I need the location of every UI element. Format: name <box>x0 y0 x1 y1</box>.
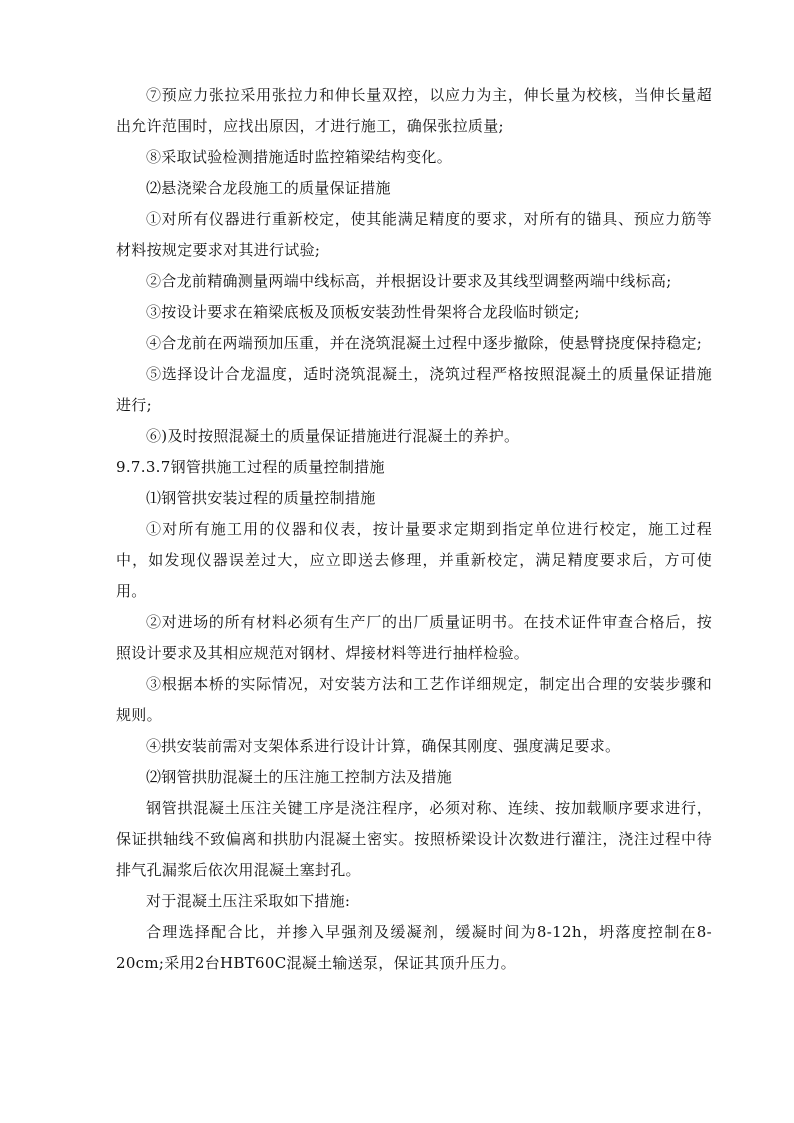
subheading-closure-segment: ⑵悬浇梁合龙段施工的质量保证措施 <box>146 179 391 197</box>
paragraph-closure-1: ①对所有仪器进行重新校定，使其能满足精度的要求，对所有的锚具、预应力筋等材料按规定要求对其进行试验; <box>116 210 712 259</box>
section-heading-steel-arch: 9.7.3.7钢管拱施工过程的质量控制措施 <box>116 458 385 476</box>
paragraph-closure-4: ④合龙前在两端预加压重，并在浇筑混凝土过程中逐步撤除，使悬臂挠度保持稳定; <box>146 334 703 352</box>
paragraph-pumping-measures-intro: 对于混凝土压注采取如下措施: <box>146 892 351 910</box>
paragraph-closure-5: ⑤选择设计合龙温度，适时浇筑混凝土，浇筑过程严格按照混凝土的质量保证措施进行; <box>116 365 712 414</box>
paragraph-closure-6: ⑥)及时按照混凝土的质量保证措施进行混凝土的养护。 <box>146 427 520 445</box>
paragraph-prestress-tensioning: ⑦预应力张拉采用张拉力和伸长量双控，以应力为主，伸长量为校核，当伸长量超出允许范围时，应找出原因，才进行施工，确保张拉质量; <box>116 86 712 135</box>
paragraph-installation-4: ④拱安装前需对支架体系进行设计计算，确保其刚度、强度满足要求。 <box>146 737 621 755</box>
paragraph-monitoring: ⑧采取试验检测措施适时监控箱梁结构变化。 <box>146 148 453 166</box>
paragraph-mix-design: 合理选择配合比，并掺入早强剂及缓凝剂，缓凝时间为8-12h，坍落度控制在8-20cm;采用2台HBT60C混凝土输送泵，保证其顶升压力。 <box>116 923 712 972</box>
subheading-concrete-pumping: ⑵钢管拱肋混凝土的压注施工控制方法及措施 <box>146 768 453 786</box>
paragraph-installation-2: ②对进场的所有材料必须有生产厂的出厂质量证明书。在技术证件审查合格后，按照设计要求及其相应规范对钢材、焊接材料等进行抽样检验。 <box>116 613 712 662</box>
paragraph-closure-2: ②合龙前精确测量两端中线标高，并根据设计要求及其线型调整两端中线标高; <box>146 272 672 290</box>
paragraph-installation-3: ③根据本桥的实际情况，对安装方法和工艺作详细规定，制定出合理的安装步骤和规则。 <box>116 675 712 724</box>
paragraph-pumping-key-process: 钢管拱混凝土压注关键工序是浇注程序，必须对称、连续、按加载顺序要求进行，保证拱轴线不致偏离和拱肋内混凝土密实。按照桥梁设计次数进行灌注，浇注过程中待排气孔漏浆后依次用混凝土塞封孔。 <box>116 799 712 879</box>
document-body <box>116 80 712 979</box>
paragraph-installation-1: ①对所有施工用的仪器和仪表，按计量要求定期到指定单位进行校定，施工过程中，如发现仪器误差过大，应立即送去修理，并重新校定，满足精度要求后，方可使用。 <box>116 520 712 600</box>
subheading-arch-installation: ⑴钢管拱安装过程的质量控制措施 <box>146 489 376 507</box>
paragraph-closure-3: ③按设计要求在箱梁底板及顶板安装劲性骨架将合龙段临时锁定; <box>146 303 580 321</box>
